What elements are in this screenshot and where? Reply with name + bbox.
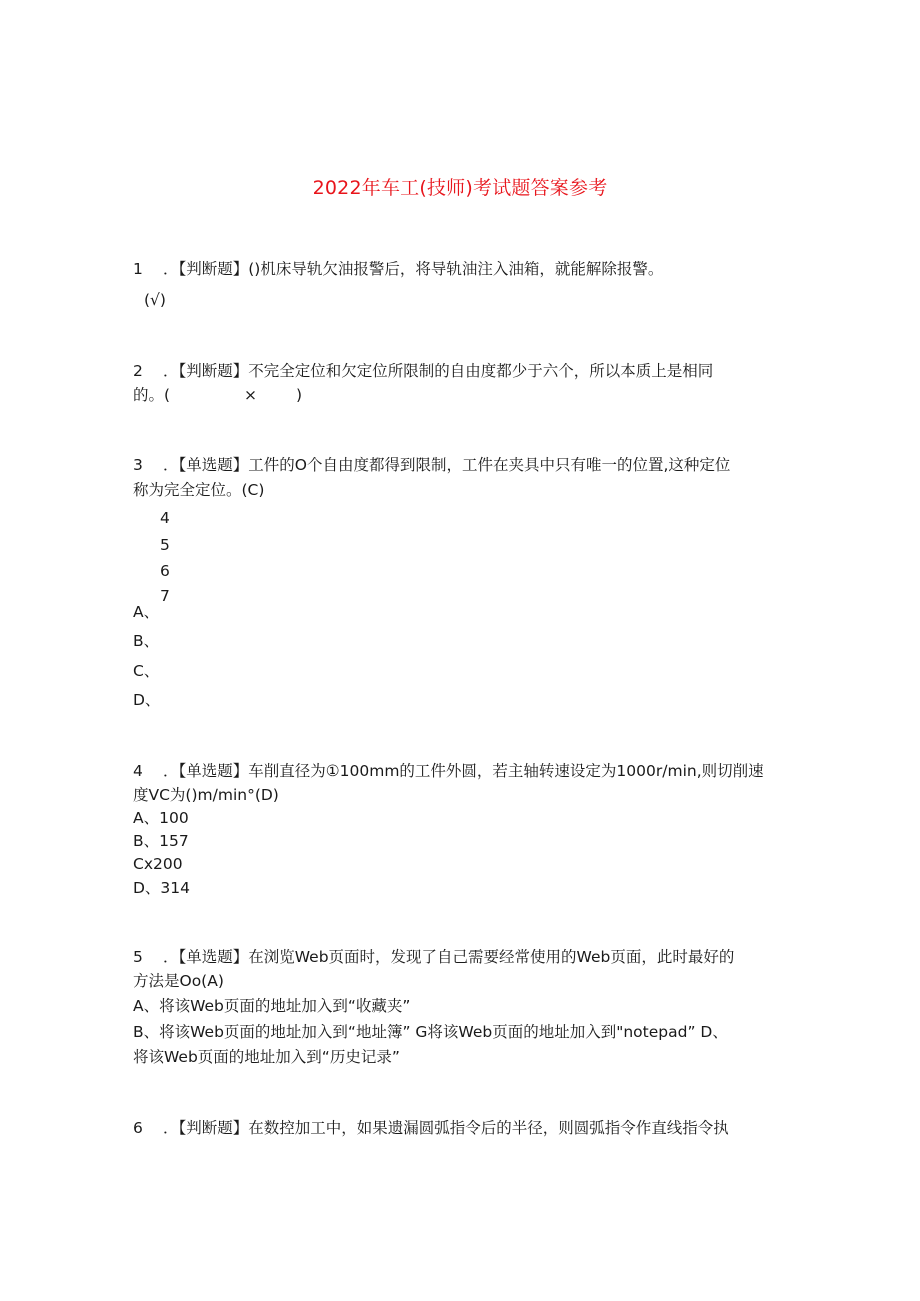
- question-2-answer-mark: ×: [244, 386, 257, 404]
- question-4-line-2: 度VC为()m∕min°(D): [133, 786, 279, 804]
- question-1-line-1: [133, 258, 663, 280]
- question-4-option: D、314: [133, 879, 191, 897]
- question-3-line-1: [133, 454, 730, 476]
- question-text: ．【判断题】在数控加工中，如果遗漏圆弧指令后的半径，则圆弧指令作直线指令执: [163, 1119, 729, 1137]
- question-text: ．【单选题】车削直径为①100mm的工件外圆，若主轴转速设定为1000r∕min,则切削速: [163, 762, 764, 780]
- question-6-line-1: [133, 1117, 729, 1139]
- question-number: 2: [133, 362, 143, 380]
- question-2-line-2c: ): [296, 386, 303, 404]
- question-number: 5: [133, 948, 143, 966]
- question-number: 6: [133, 1119, 143, 1137]
- question-number: 1: [133, 260, 143, 278]
- question-3-value: 6: [160, 562, 170, 580]
- question-2-line-2a: 的。(: [133, 386, 171, 404]
- question-3-value: 7: [160, 587, 170, 605]
- question-number: 4: [133, 762, 143, 780]
- question-5-line-4: B、将该Web页面的地址加入到“地址簿” G将该Web页面的地址加入到"notepad” D、: [133, 1023, 728, 1041]
- question-2-line-1: [133, 360, 713, 382]
- question-4-line-1: [133, 760, 764, 782]
- question-text: ．【单选题】在浏览Web页面时，发现了自己需要经常使用的Web页面，此时最好的: [163, 948, 735, 966]
- question-text: ．【单选题】工件的O个自由度都得到限制，工件在夹具中只有唯一的位置,这种定位: [163, 456, 731, 474]
- question-5-line-2: 方法是Oo(A): [133, 972, 224, 990]
- question-3-value: 5: [160, 536, 170, 554]
- question-3-option: B、: [133, 632, 160, 650]
- question-4-option: A、100: [133, 809, 189, 827]
- question-3-option: D、: [133, 691, 161, 709]
- question-4-option: Cx200: [133, 855, 183, 873]
- question-3-option: C、: [133, 662, 160, 680]
- question-text: ．【判断题】不完全定位和欠定位所限制的自由度都少于六个，所以本质上是相同: [163, 362, 714, 380]
- question-3-value: 4: [160, 509, 170, 527]
- document-title: 2022年车工(技师)考试题答案参考: [312, 177, 608, 199]
- question-number: 3: [133, 456, 143, 474]
- question-1-answer: (√): [144, 291, 166, 309]
- question-text: ．【判断题】()机床导轨欠油报警后，将导轨油注入油箱，就能解除报警。: [163, 260, 664, 278]
- question-5-line-1: [133, 946, 734, 968]
- question-4-option: B、157: [133, 832, 189, 850]
- question-5-line-5: 将该Web页面的地址加入到“历史记录”: [133, 1048, 400, 1066]
- question-5-line-3: A、将该Web页面的地址加入到“收藏夹”: [133, 997, 411, 1015]
- question-3-line-2: 称为完全定位。(C): [133, 481, 265, 499]
- question-3-option: A、: [133, 603, 160, 621]
